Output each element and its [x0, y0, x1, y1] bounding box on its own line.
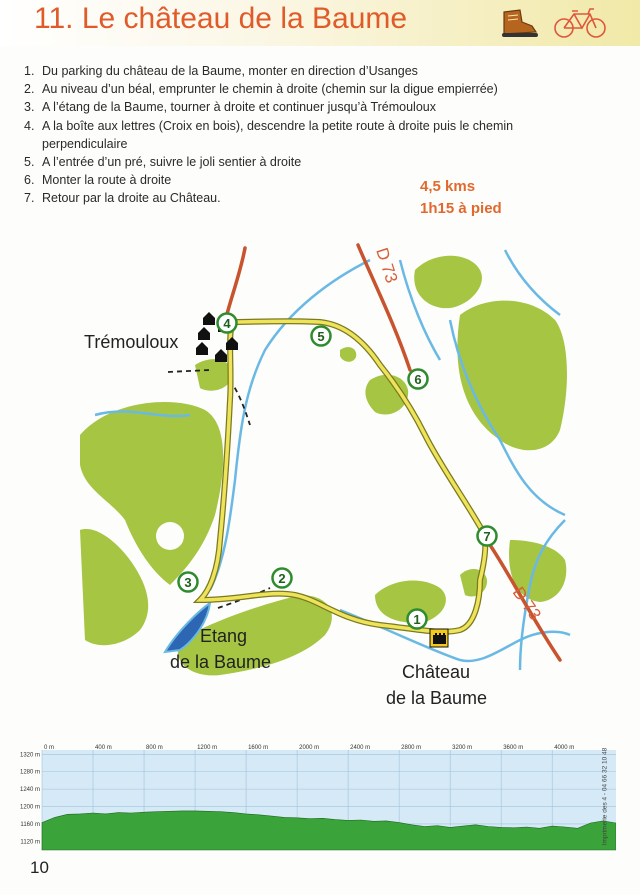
label-chateau-2: de la Baume: [386, 688, 488, 708]
route-stats: [420, 176, 502, 220]
distance: 4,5 kms: [420, 178, 476, 195]
printer-credit: Imprimerie des 4 - 04 66 32 10 48: [601, 747, 609, 846]
svg-text:3: 3: [184, 575, 192, 590]
forest-east: [457, 301, 567, 451]
waypoint-4: [218, 314, 237, 333]
page-number: 10: [30, 858, 49, 877]
river-main: [210, 260, 370, 590]
direction-step: 3. A l’étang de la Baume, tourner à droite et continuer jusqu’à Trémouloux: [24, 100, 436, 115]
y-tick-label: 1280 m: [19, 769, 40, 776]
trail-outline: [200, 321, 485, 632]
y-tick-label: 1240 m: [19, 787, 40, 794]
direction-step: 6. Monter la route à droite: [24, 173, 172, 188]
house-icon: [215, 349, 227, 362]
bicycle-icon: [555, 9, 605, 37]
clearing: [156, 522, 184, 550]
title-banner: [0, 0, 640, 46]
svg-text:1: 1: [413, 612, 421, 627]
activity-icons: [496, 6, 614, 42]
waypoint-7: [478, 527, 497, 546]
x-tick-label: 4000 m: [554, 745, 575, 751]
label-etang-2: de la Baume: [170, 652, 272, 672]
forest-areas: [80, 256, 567, 676]
label-chateau-1: Château: [402, 662, 471, 682]
waypoint-1: [408, 610, 427, 629]
waypoint-2: [273, 569, 292, 588]
y-tick-label: 1320 m: [19, 752, 40, 759]
direction-step: 1. Du parking du château de la Baume, monter en direction d’Usanges: [24, 64, 418, 78]
direction-step: 5. A l’entrée d’un pré, suivre le joli sentier à droite: [24, 155, 302, 170]
trail-path: [200, 321, 485, 632]
svg-text:2: 2: [278, 571, 286, 586]
label-road-north: D 73: [372, 245, 402, 286]
svg-text:6: 6: [414, 372, 422, 387]
x-tick-label: 3600 m: [503, 745, 524, 751]
forest-small-1: [195, 359, 232, 391]
x-tick-label: 0 m: [44, 745, 55, 751]
waypoint-5: [312, 327, 331, 346]
x-tick-label: 2800 m: [401, 745, 422, 751]
duration: 1h15 à pied: [420, 200, 502, 217]
x-tick-label: 400 m: [95, 745, 112, 751]
y-tick-label: 1200 m: [19, 804, 40, 811]
forest-small-3: [340, 347, 356, 362]
hiking-boot-icon: [502, 10, 538, 37]
x-tick-label: 2400 m: [350, 745, 371, 751]
direction-step: 7. Retour par la droite au Château.: [24, 191, 221, 206]
x-tick-label: 1600 m: [248, 745, 269, 751]
road-north-tremouloux: [225, 248, 245, 322]
direction-step: 4. A la boîte aux lettres (Croix en bois), descendre la petite route à droite puis le chemin perpendiculaire: [24, 118, 514, 151]
svg-text:7: 7: [483, 529, 491, 544]
page-title: 11. Le château de la Baume: [34, 2, 408, 35]
house-icon: [196, 342, 208, 355]
direction-step: 2. Au niveau d’un béal, emprunter le chemin à droite (chemin sur la digue empierrée): [24, 82, 498, 97]
house-icon: [203, 312, 215, 325]
label-road-south: D 73: [508, 583, 545, 624]
svg-text:4: 4: [223, 316, 231, 331]
x-tick-label: 2000 m: [299, 745, 320, 751]
house-icon: [198, 327, 210, 340]
y-tick-label: 1160 m: [20, 821, 40, 828]
x-tick-label: 800 m: [146, 745, 163, 751]
x-tick-label: 1200 m: [197, 745, 218, 751]
label-tremouloux: Trémouloux: [84, 332, 179, 352]
forest-north: [414, 256, 482, 308]
waypoint-3: [179, 573, 198, 592]
svg-text:5: 5: [317, 329, 325, 344]
label-etang-1: Etang: [200, 626, 248, 646]
waypoint-6: [409, 370, 428, 389]
route-map: [40, 240, 600, 720]
elevation-profile: [18, 742, 616, 852]
x-tick-label: 3200 m: [452, 745, 473, 751]
y-tick-label: 1120 m: [20, 839, 40, 846]
chateau-icon: [430, 629, 448, 647]
